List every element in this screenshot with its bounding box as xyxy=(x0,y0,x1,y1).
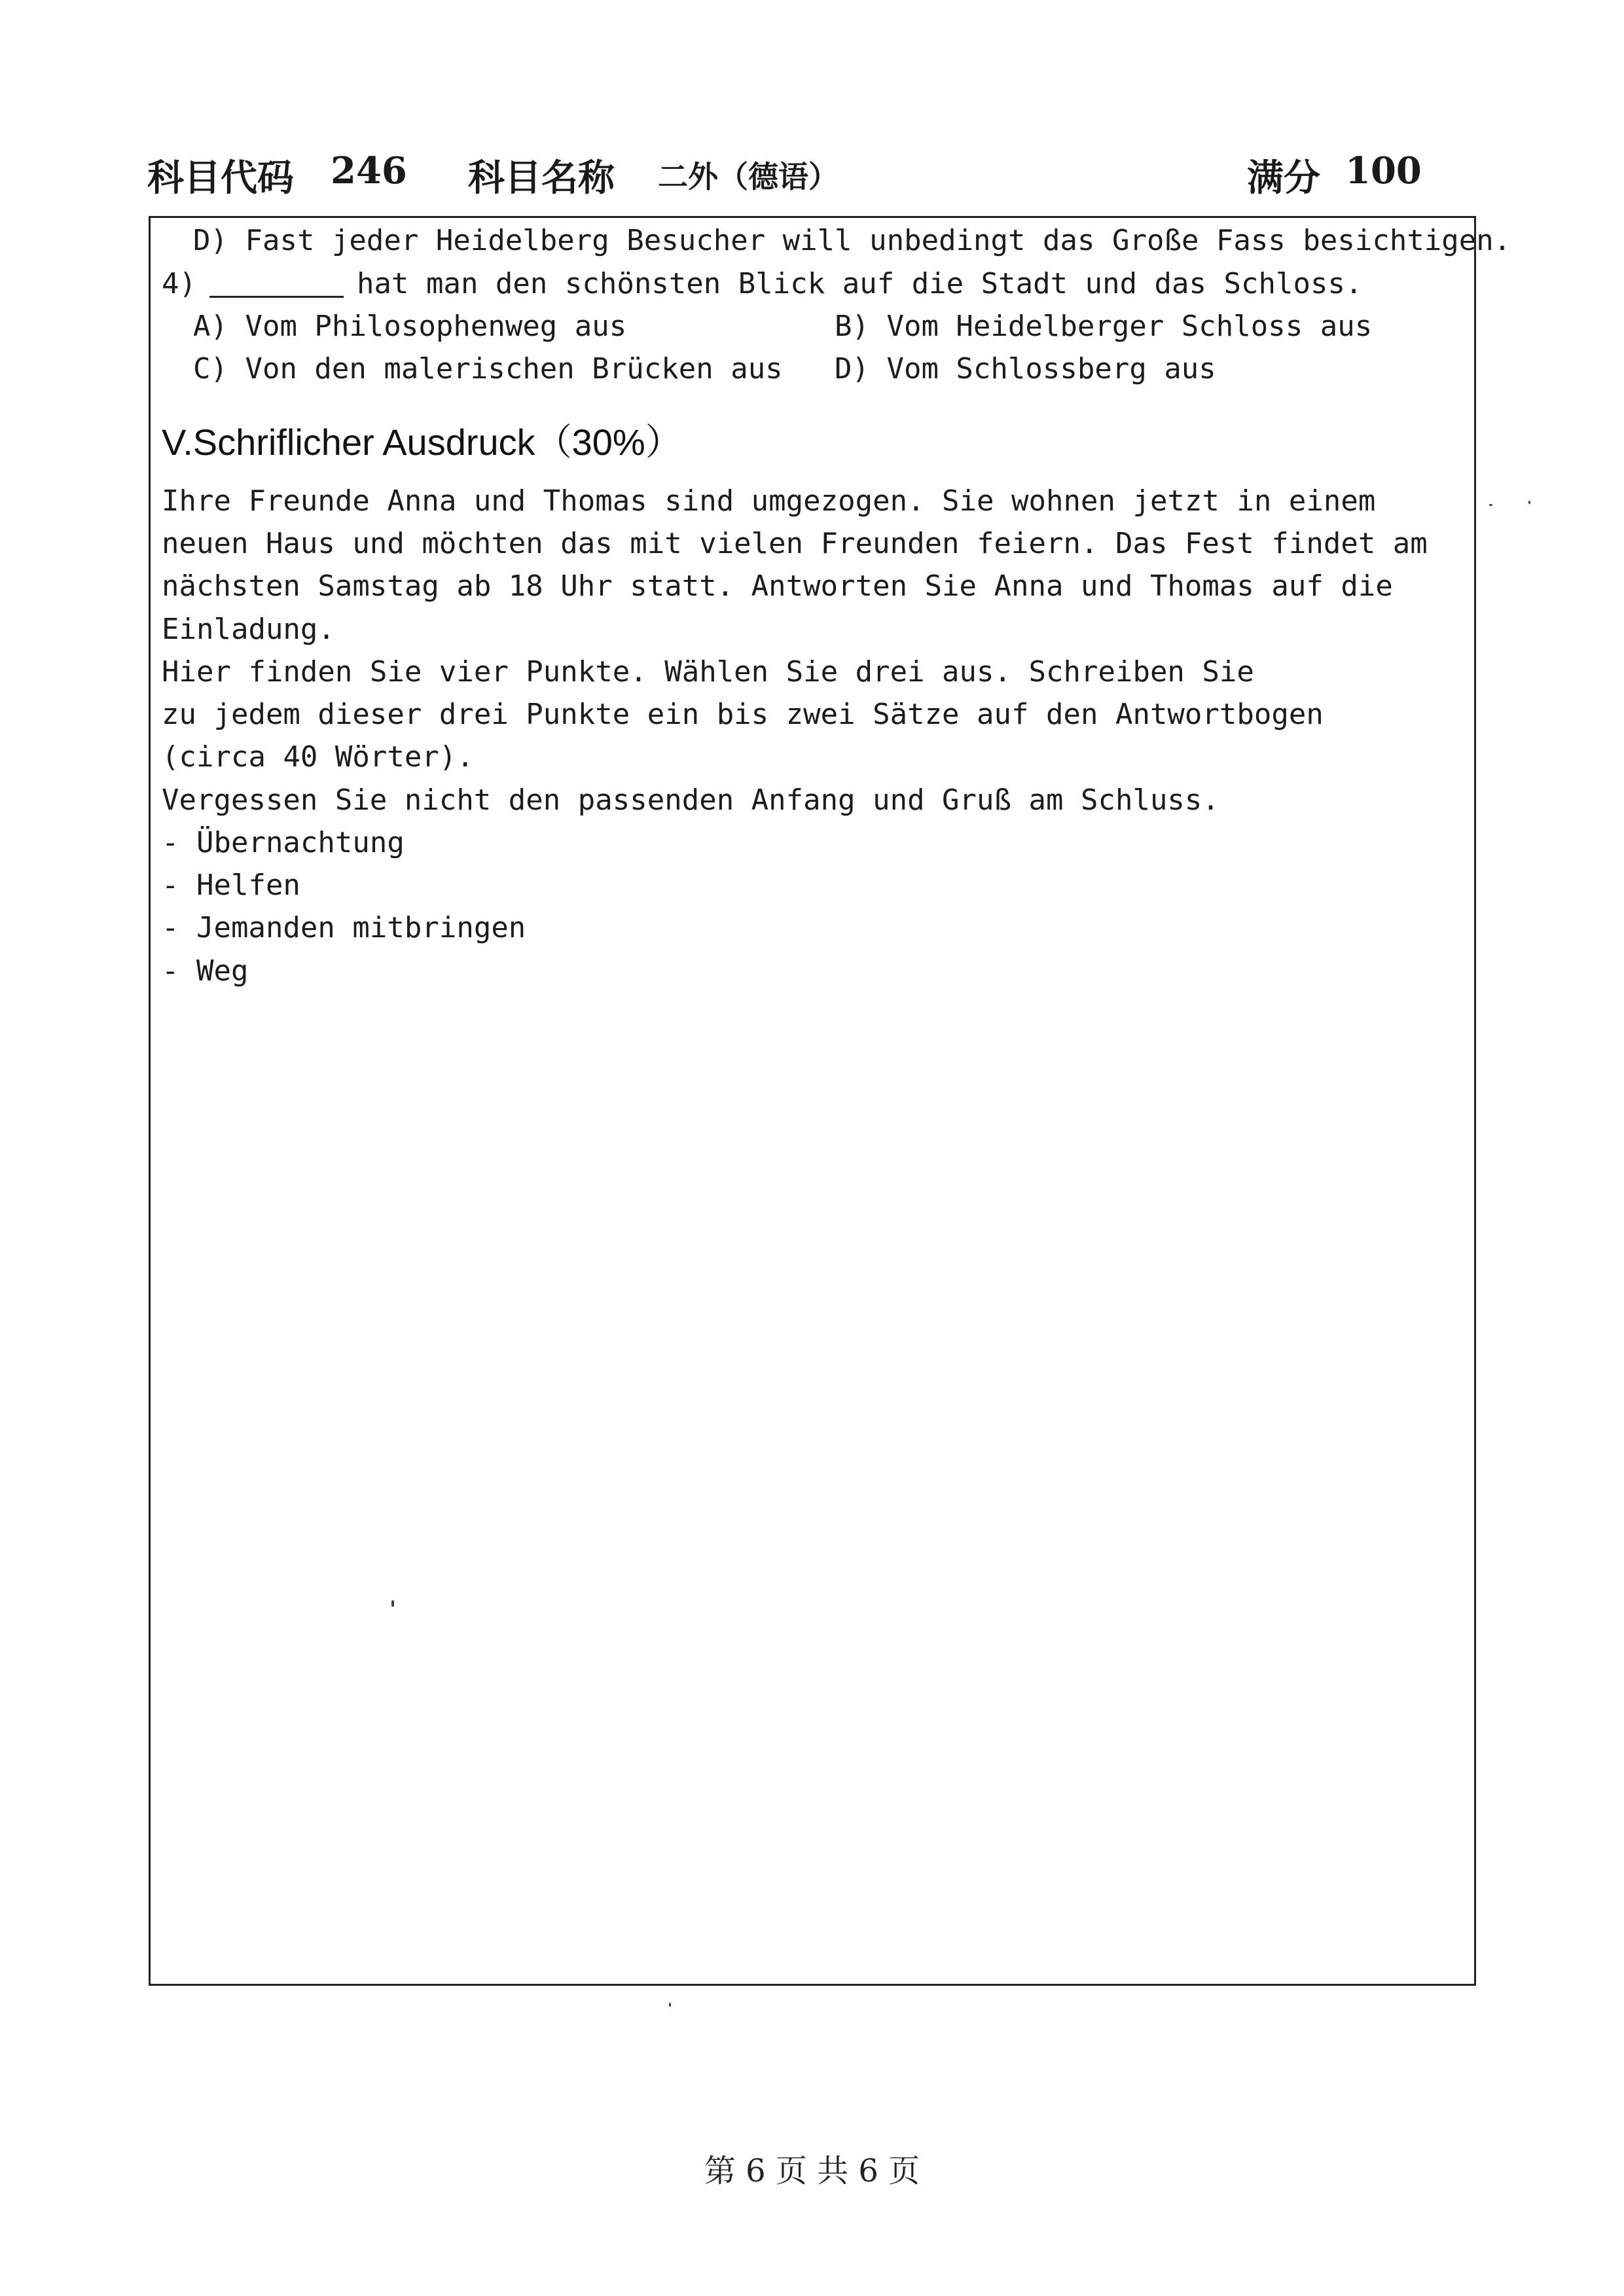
task-line: (circa 40 Wörter). xyxy=(162,740,474,774)
bullet-point: - Helfen xyxy=(162,869,300,902)
q4-number: 4) xyxy=(162,267,196,300)
scan-speck xyxy=(1489,504,1492,506)
task-line: Einladung. xyxy=(162,613,335,646)
bullet-point: - Jemanden mitbringen xyxy=(162,911,526,944)
q4-option-c: C) Von den malerischen Brücken aus xyxy=(193,352,783,386)
bullet-point: - Weg xyxy=(162,954,249,988)
scan-speck xyxy=(669,2003,671,2007)
q4-blank xyxy=(209,267,344,305)
q4-option-d: D) Vom Schlossberg aus xyxy=(835,352,1216,386)
page-number: 第 6 页 共 6 页 xyxy=(704,2153,920,2189)
task-line: neuen Haus und möchten das mit vielen Freunden feiern. Das Fest findet am xyxy=(162,527,1428,560)
task-line: Hier finden Sie vier Punkte. Wählen Sie drei aus. Schreiben Sie xyxy=(162,655,1254,689)
full-score: 100 xyxy=(1345,149,1422,192)
scan-speck xyxy=(1528,501,1530,504)
q3-option-d: D) Fast jeder Heidelberg Besucher will unbedingt das Große Fass besichtigen. xyxy=(193,224,1511,257)
full-score-label: 满分 xyxy=(1247,156,1320,200)
bullet-point: - Übernachtung xyxy=(162,826,405,859)
answer-frame xyxy=(149,216,1476,1986)
subject-code-label: 科目代码 xyxy=(147,156,294,200)
q4-option-a: A) Vom Philosophenweg aus xyxy=(193,310,627,343)
exam-header xyxy=(147,149,1422,202)
scan-speck xyxy=(391,1600,394,1607)
subject-code: 246 xyxy=(331,149,407,192)
task-line: Vergessen Sie nicht den passenden Anfang und Gruß am Schluss. xyxy=(162,783,1219,817)
task-line: zu jedem dieser drei Punkte ein bis zwei Sätze auf den Antwortbogen xyxy=(162,698,1324,731)
q4-option-b: B) Vom Heidelberger Schloss aus xyxy=(835,310,1373,343)
task-line: nächsten Samstag ab 18 Uhr statt. Antworten Sie Anna und Thomas auf die xyxy=(162,569,1393,603)
task-line: Ihre Freunde Anna und Thomas sind umgezogen. Sie wohnen jetzt in einem xyxy=(162,484,1376,518)
q4-question-text: hat man den schönsten Blick auf die Stadt und das Schloss. xyxy=(357,267,1363,300)
section-title: V.Schriflicher Ausdruck（30%） xyxy=(162,422,682,463)
subject-name-label: 科目名称 xyxy=(468,156,615,200)
subject-name: 二外（德语） xyxy=(658,159,839,194)
